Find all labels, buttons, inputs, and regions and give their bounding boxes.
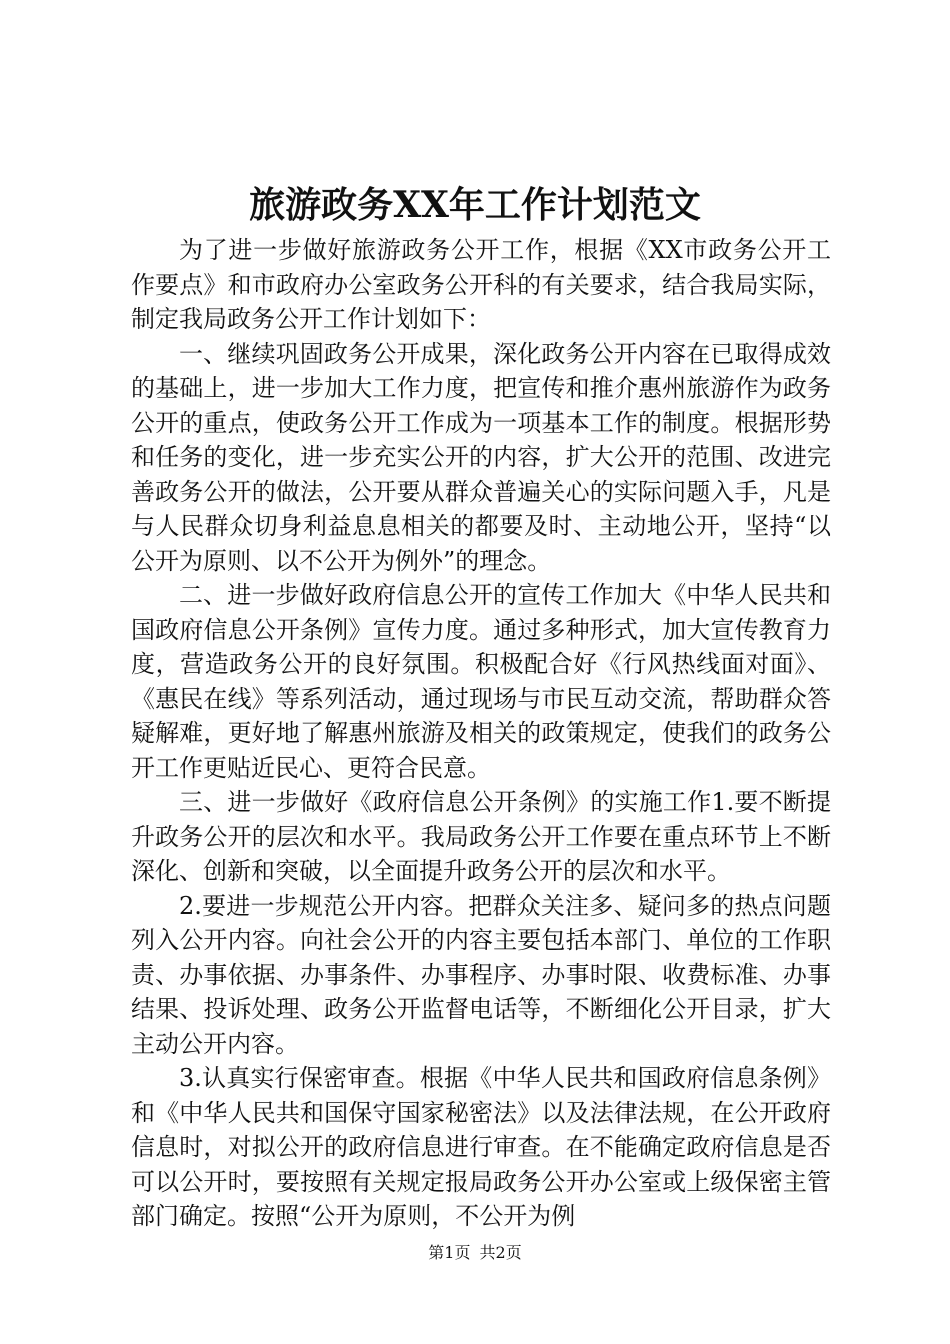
page-footer <box>0 1242 950 1264</box>
paragraph-item-3: 3.认真实行保密审查。根据《中华人民共和国政府信息条例》和《中华人民共和国保守国家秘密法》以及法律法规，在公开政府信息时，对拟公开的政府信息进行审查。在不能确定政府信息是否可以公开时，要按照有关规定报局政务公开办公室或上级保密主管部门确定。按照“公开为原则，不公开为例 <box>131 1064 831 1230</box>
document-title: 旅游政务XX年工作计划范文 <box>249 184 701 226</box>
page-total: 共2页 <box>479 1243 522 1262</box>
page-number: 第1页 <box>428 1243 471 1262</box>
paragraph-section-3: 三、进一步做好《政府信息公开条例》的实施工作1.要不断提升政务公开的层次和水平。我局政务公开工作要在重点环节上不断深化、创新和突破，以全面提升政务公开的层次和水平。 <box>131 788 831 885</box>
paragraph-section-1: 一、继续巩固政务公开成果，深化政务公开内容在已取得成效的基础上，进一步加大工作力度，把宣传和推介惠州旅游作为政务公开的重点，使政务公开工作成为一项基本工作的制度。根据形势和任务的变化，进一步充实公开的内容，扩大公开的范围、改进完善政务公开的做法，公开要从群众普遍关心的实际问题入手，凡是与人民群众切身利益息息相关的都要及时、主动地公开，坚持“以公开为原则、以不公开为例外”的理念。 <box>131 339 831 575</box>
paragraph-section-2: 二、进一步做好政府信息公开的宣传工作加大《中华人民共和国政府信息公开条例》宣传力度。通过多种形式，加大宣传教育力度，营造政务公开的良好氛围。积极配合好《行风热线面对面》、《惠民在线》等系列活动，通过现场与市民互动交流，帮助群众答疑解难，更好地了解惠州旅游及相关的政策规定，使我们的政务公开工作更贴近民心、更符合民意。 <box>131 581 831 782</box>
paragraph-item-2: 2.要进一步规范公开内容。把群众关注多、疑问多的热点问题列入公开内容。向社会公开的内容主要包括本部门、单位的工作职责、办事依据、办事条件、办事程序、办事时限、收费标准、办事结果、投诉处理、政务公开监督电话等，不断细化公开目录，扩大主动公开内容。 <box>131 891 831 1058</box>
document-body <box>131 233 831 1234</box>
paragraph-intro: 为了进一步做好旅游政务公开工作，根据《XX市政务公开工作要点》和市政府办公室政务公开科的有关要求，结合我局实际，制定我局政务公开工作计划如下： <box>131 236 831 333</box>
